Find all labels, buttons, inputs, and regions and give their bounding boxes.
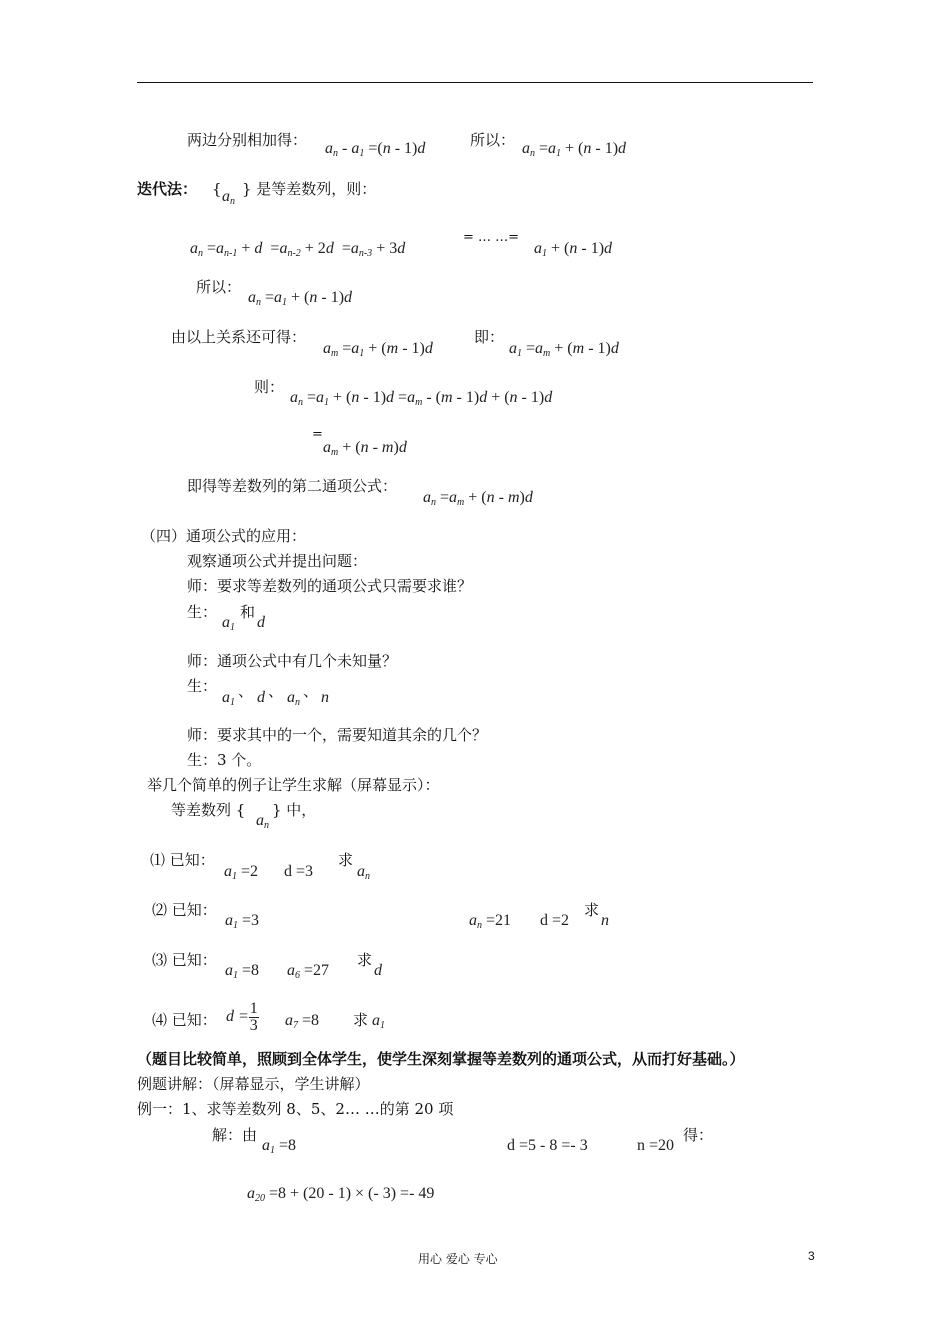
text-line: 所以： (196, 278, 242, 296)
problem-label: ⑵ 已知： (152, 901, 217, 919)
text-line: 求 (338, 851, 354, 869)
formula: $a_1 =8$ (225, 962, 260, 981)
text-line: 由以上关系还可得： (171, 328, 307, 346)
formula: d =2 (540, 912, 570, 929)
text-line: 例一：1、求等差数列 8、5、2… …的第 20 项 (137, 1100, 454, 1118)
problem-label: ⑶ 已知： (152, 951, 217, 969)
text-line: 师：要求其中的一个，需要知道其余的几个？ (187, 726, 488, 744)
formula: $a_m + (n - m)d$ (323, 439, 407, 458)
problem-label: ⑴ 已知： (150, 851, 215, 869)
formula: $a_1$ (222, 614, 235, 633)
page-footer: 用心 爱心 专心 (418, 1252, 498, 1266)
formula: $a_1 =a_m + (m - 1)d$ (509, 340, 619, 359)
text-line: 等差数列 { (171, 801, 246, 819)
formula: d (374, 962, 382, 979)
formula: n (601, 912, 609, 929)
text-line: 两边分别相加得： (187, 131, 308, 149)
text-line: 师：要求等差数列的通项公式只需要求谁？ (187, 577, 473, 595)
formula: $a_1$ (372, 1012, 385, 1031)
problem-label: ⑷ 已知： (152, 1011, 217, 1029)
bold-note: （题目比较简单，照顾到全体学生，使学生深刻掌握等差数列的通项公式，从而打好基础。） (137, 1050, 745, 1068)
text-line: 、 (268, 682, 284, 700)
formula: $a_n$ (222, 188, 235, 207)
text-line: 所以： (470, 131, 516, 149)
text-line: 求 (357, 951, 373, 969)
formula: n =20 (637, 1137, 675, 1154)
formula: $a_n =a_1 + (n - 1)d =a_m - (m - 1)d + (n - 1)d$ (290, 389, 553, 408)
text-line: 观察通项公式并提出问题： (187, 552, 368, 570)
header-rule (137, 82, 813, 83)
formula: $a_n$ (287, 689, 300, 708)
formula: $a_1 + (n - 1)d$ (534, 240, 613, 259)
formula: $a_1 =3$ (225, 912, 260, 931)
formula: $a_n =a_1 + (n - 1)d$ (522, 140, 627, 159)
formula: $a_1 =8$ (262, 1137, 297, 1156)
text-line: 举几个简单的例子让学生求解（屏幕显示）： (147, 776, 440, 794)
text-line: { (212, 180, 222, 198)
formula: $a_n$ (256, 812, 269, 831)
text-line: 得： (683, 1126, 714, 1144)
formula: $a_n =a_1 + (n - 1)d$ (248, 289, 353, 308)
text-line: } 中， (272, 801, 317, 819)
formula: $a_n =21$ (469, 912, 512, 931)
text-line: 求 (584, 901, 600, 919)
text-line: 解：由 (212, 1126, 258, 1144)
formula: $a_1 =2$ (224, 863, 259, 882)
text-line: 即： (474, 328, 505, 346)
text-line: = (312, 427, 323, 442)
text-line: 则： (254, 378, 285, 396)
formula: $a_{20} =8 + (20 - 1)$ × (- 3) =- 49 (247, 1185, 435, 1204)
text-line: 求 (353, 1011, 369, 1029)
text-line: 例题讲解：（屏幕显示，学生讲解） (137, 1075, 370, 1093)
text-line: 师：通项公式中有几个未知量？ (187, 652, 398, 670)
text-line: 生：3 个。 (187, 751, 262, 769)
text-line: } 是等差数列，则： (242, 180, 377, 198)
formula: d (257, 614, 265, 631)
formula: $a_n =a_{n-1} + d =a_{n-2} + 2d =a_{n-3} + 3d$ (190, 240, 406, 259)
formula: $a_7 =8$ (285, 1012, 320, 1031)
section-label: 迭代法： (137, 180, 198, 198)
text-line: 、 (238, 682, 254, 700)
formula: $a_n =a_m + (n - m)d$ (423, 489, 533, 508)
formula: $a_n - a_1 =(n - 1)d$ (325, 140, 426, 159)
formula: d =5 - 8 =- 3 (507, 1137, 588, 1154)
text-line: 和 (240, 603, 256, 621)
text-line: 生： (187, 603, 218, 621)
text-line: 即得等差数列的第二通项公式： (187, 477, 398, 495)
formula: $a_6 =27$ (287, 962, 330, 981)
formula: d = $\frac{1}{3}$ (226, 1000, 258, 1034)
page-number: 3 (808, 1249, 815, 1263)
formula: n (321, 689, 329, 706)
text-line: 生： (187, 677, 218, 695)
section-title: （四）通项公式的应用： (141, 527, 307, 545)
text-line: 、 (303, 682, 319, 700)
formula: d =3 (284, 863, 314, 880)
formula: $a_1$ (222, 689, 235, 708)
text-line: = … …= (463, 230, 520, 245)
formula: $a_n$ (357, 863, 370, 882)
formula: $a_m =a_1 + (m - 1)d$ (323, 340, 433, 359)
formula: d (257, 689, 265, 706)
